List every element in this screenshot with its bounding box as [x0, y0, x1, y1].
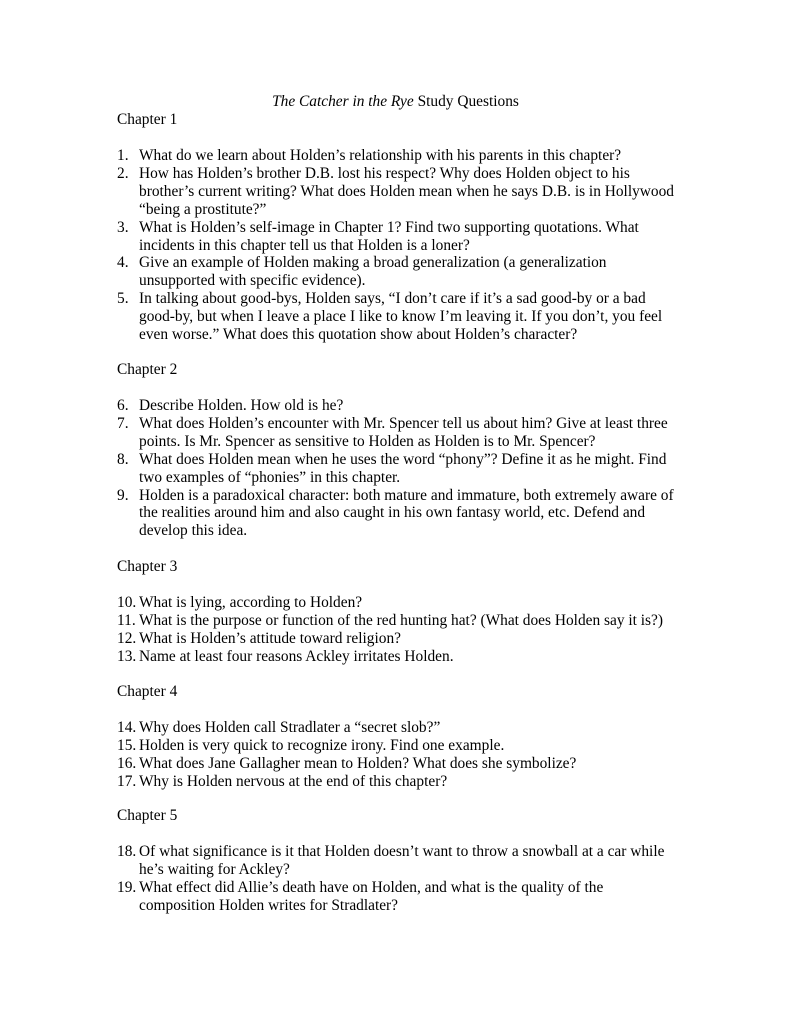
question-text: Give an example of Holden making a broad generalization (a generalization unsupported with specific evidence).	[139, 254, 607, 290]
chapter-5-heading: Chapter 5	[117, 807, 178, 824]
chapter-1-questions	[117, 147, 677, 344]
chapter-4-questions	[117, 719, 677, 791]
question-item	[117, 737, 677, 755]
question-text: Why does Holden call Stradlater a “secret slob?”	[139, 719, 441, 736]
question-text: What effect did Allie’s death have on Holden, and what is the quality of the composition Holden writes for Stradlater?	[139, 878, 604, 914]
question-item	[117, 612, 677, 630]
question-text: What is the purpose or function of the red hunting hat? (What does Holden say it is?)	[139, 611, 663, 629]
question-number: 12.	[117, 629, 137, 647]
question-number: 3.	[117, 218, 129, 236]
question-number: 8.	[117, 450, 129, 468]
question-number: 16.	[117, 754, 137, 772]
chapter-2-heading: Chapter 2	[117, 361, 178, 378]
question-item	[117, 147, 677, 165]
question-item	[117, 755, 677, 773]
question-item	[117, 843, 677, 879]
question-item	[117, 219, 677, 255]
question-item	[117, 648, 677, 666]
question-item	[117, 487, 677, 541]
question-number: 10.	[117, 594, 137, 611]
question-text: In talking about good-bys, Holden says, “I don’t care if it’s a sad good-by or a bad good-by, but when I leave a place I like to know I’m leaving it. If you don’t, you feel even worse.” What does this quotation show about Holden’s character?	[139, 290, 663, 344]
document-title	[0, 93, 791, 111]
question-number: 5.	[117, 290, 129, 308]
question-number: 13.	[117, 647, 137, 665]
question-number: 14.	[117, 719, 137, 736]
question-item	[117, 594, 677, 612]
question-number: 11.	[117, 611, 136, 629]
question-item	[117, 290, 677, 344]
question-number: 1.	[117, 147, 129, 164]
question-text: What is Holden’s self-image in Chapter 1? Find two supporting quotations. What incidents in this chapter tell us that Holden is a loner?	[139, 218, 639, 254]
question-item	[117, 451, 677, 487]
book-title: The Catcher in the Rye	[272, 93, 414, 110]
question-text: What do we learn about Holden’s relationship with his parents in this chapter?	[139, 147, 622, 164]
question-number: 19.	[117, 878, 137, 896]
chapter-2-questions	[117, 397, 677, 540]
question-text: What does Holden mean when he uses the word “phony”? Define it as he might. Find two examples of “phonies” in this chapter.	[139, 450, 667, 486]
question-number: 7.	[117, 414, 129, 432]
question-text: What does Holden’s encounter with Mr. Spencer tell us about him? Give at least three points. Is Mr. Spencer as sensitive to Holden as Holden is to Mr. Spencer?	[139, 414, 668, 450]
question-number: 9.	[117, 486, 129, 504]
question-text: What does Jane Gallagher mean to Holden? What does she symbolize?	[139, 754, 577, 772]
chapter-3-questions	[117, 594, 677, 666]
question-number: 17.	[117, 772, 137, 790]
question-number: 6.	[117, 397, 129, 414]
question-text: Holden is a paradoxical character: both mature and immature, both extremely aware of the realities around him and also caught in his own fantasy world, etc. Defend and develop this idea.	[139, 486, 674, 540]
chapter-1-heading: Chapter 1	[117, 111, 178, 128]
question-item	[117, 415, 677, 451]
question-text: Of what significance is it that Holden doesn’t want to throw a snowball at a car while he’s waiting for Ackley?	[139, 843, 665, 878]
chapter-5-questions	[117, 843, 677, 915]
question-text: What is Holden’s attitude toward religion?	[139, 629, 402, 647]
question-text: How has Holden’s brother D.B. lost his respect? Why does Holden object to his brother’s current writing? What does Holden mean when he says D.B. is in Hollywood “being a prostitute?”	[139, 164, 675, 218]
question-text: Holden is very quick to recognize irony. Find one example.	[139, 736, 505, 754]
question-number: 4.	[117, 254, 129, 272]
question-item	[117, 773, 677, 791]
chapter-3-heading: Chapter 3	[117, 558, 178, 575]
title-suffix: Study Questions	[413, 93, 519, 110]
question-number: 2.	[117, 164, 129, 182]
question-number: 15.	[117, 736, 137, 754]
question-item	[117, 397, 677, 415]
question-item	[117, 254, 677, 290]
question-number: 18.	[117, 843, 137, 860]
question-item	[117, 879, 677, 915]
question-item	[117, 719, 677, 737]
question-item	[117, 165, 677, 219]
question-item	[117, 630, 677, 648]
question-text: Name at least four reasons Ackley irritates Holden.	[139, 647, 454, 665]
question-text: Describe Holden. How old is he?	[139, 397, 344, 414]
question-text: Why is Holden nervous at the end of this chapter?	[139, 772, 448, 790]
chapter-4-heading: Chapter 4	[117, 683, 178, 700]
question-text: What is lying, according to Holden?	[139, 594, 363, 611]
